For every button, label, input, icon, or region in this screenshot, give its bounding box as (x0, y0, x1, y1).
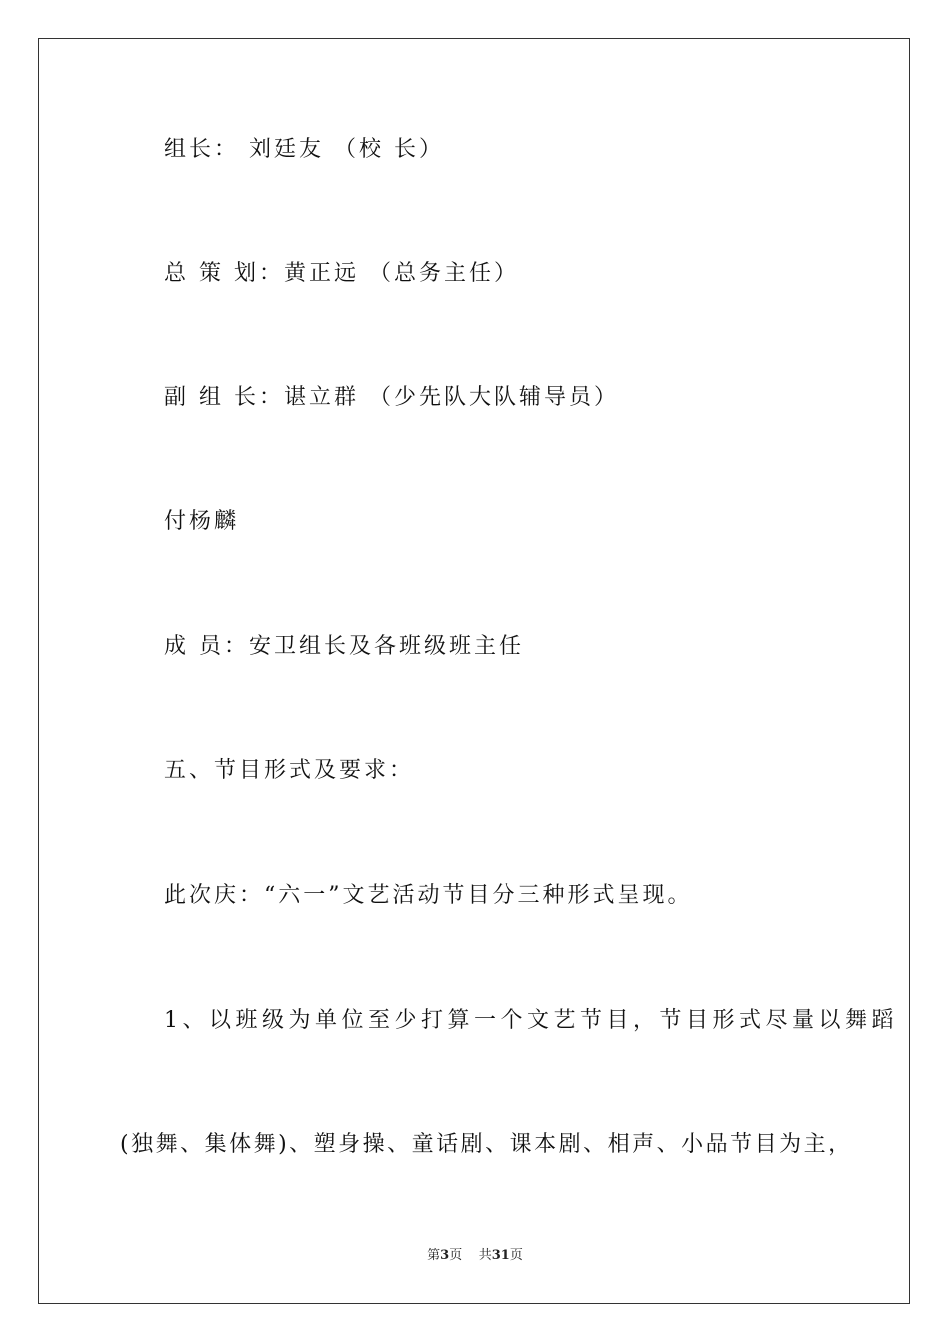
page-prefix: 第 (427, 1248, 441, 1263)
page-footer (0, 1247, 950, 1265)
section-heading: 五、节目形式及要求： (164, 758, 415, 783)
paragraph-line: 此次庆：“六一”文艺活动节目分三种形式呈现。 (164, 883, 693, 908)
total-prefix: 共 (478, 1248, 492, 1263)
deputy-name-line: 付杨麟 (164, 509, 240, 534)
total-pages: 31 (491, 1248, 510, 1263)
total-suffix: 页 (509, 1248, 523, 1263)
deputy-leader-line: 副 组 长：谌立群 （少先队大队辅导员） (164, 385, 619, 410)
paragraph-line: (独舞、集体舞)、塑身操、童话剧、课本剧、相声、小品节目为主， (120, 1132, 853, 1157)
leader-line: 组长： 刘廷友 （校 长） (164, 137, 444, 162)
members-line: 成 员：安卫组长及各班级班主任 (164, 634, 524, 659)
page-number: 3 (440, 1248, 450, 1263)
page-suffix: 页 (449, 1248, 463, 1263)
paragraph-line: 1、以班级为单位至少打算一个文艺节目，节目形式尽量以舞蹈 (164, 1008, 898, 1033)
page-border (38, 38, 910, 1304)
planner-line: 总 策 划：黄正远 （总务主任） (164, 261, 519, 286)
